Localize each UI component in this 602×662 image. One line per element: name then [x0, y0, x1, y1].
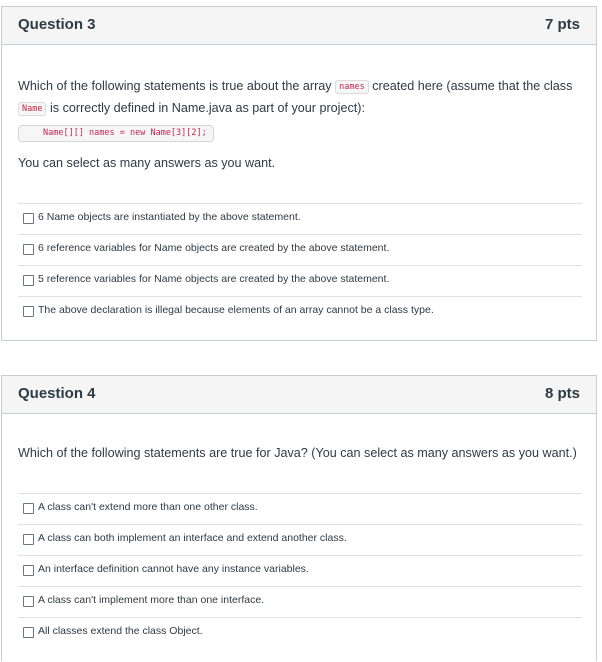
answer-option[interactable] [18, 493, 582, 524]
answer-checkbox[interactable] [23, 306, 34, 317]
answer-option[interactable] [18, 265, 582, 296]
answer-label[interactable]: A class can't implement more than one interface. [38, 594, 265, 606]
question-3-prompt [18, 76, 582, 120]
question-3-title: Question 3 [18, 16, 96, 33]
question-3-card [1, 6, 597, 341]
prompt-text: is correctly defined in Name.java as part of your project): [46, 101, 365, 115]
answer-checkbox[interactable] [23, 627, 34, 638]
question-3-answers [18, 203, 582, 327]
answer-label[interactable]: A class can't extend more than one other class. [38, 501, 258, 513]
answer-label[interactable]: All classes extend the class Object. [38, 625, 203, 637]
question-3-points: 7 pts [544, 16, 580, 33]
answer-label[interactable]: 5 reference variables for Name objects are created by the above statement. [38, 273, 390, 285]
prompt-text: created here (assume that the class [368, 79, 573, 93]
answer-label[interactable]: An interface definition cannot have any instance variables. [38, 563, 309, 575]
question-4-points: 8 pts [544, 385, 580, 402]
answer-checkbox[interactable] [23, 565, 34, 576]
answer-checkbox[interactable] [23, 244, 34, 255]
answer-checkbox[interactable] [23, 275, 34, 286]
prompt-text: Which of the following statements is true about the array [18, 79, 336, 93]
answer-option[interactable] [18, 296, 582, 327]
answer-checkbox[interactable] [23, 534, 34, 545]
question-3-instruction: You can select as many answers as you want. [18, 156, 276, 170]
question-4-answers [18, 493, 582, 648]
answer-option[interactable] [18, 617, 582, 648]
code-block: Name[][] names = new Name[3][2]; [18, 125, 214, 142]
question-3-header [2, 7, 596, 45]
answer-label[interactable]: A class can both implement an interface and extend another class. [38, 532, 347, 544]
answer-label[interactable]: 6 reference variables for Name objects are created by the above statement. [38, 242, 390, 254]
answer-option[interactable] [18, 234, 582, 265]
answer-option[interactable] [18, 586, 582, 617]
inline-code-names: names [335, 80, 369, 94]
question-4-prompt: Which of the following statements are true for Java? (You can select as many answers as you want.) [18, 446, 577, 460]
answer-option[interactable] [18, 203, 582, 234]
answer-option[interactable] [18, 555, 582, 586]
question-4-card [1, 375, 597, 661]
answer-option[interactable] [18, 524, 582, 555]
question-4-title: Question 4 [18, 385, 96, 402]
answer-checkbox[interactable] [23, 596, 34, 607]
answer-label[interactable]: The above declaration is illegal because elements of an array cannot be a class type. [38, 304, 434, 316]
answer-label[interactable]: 6 Name objects are instantiated by the above statement. [38, 211, 301, 223]
answer-checkbox[interactable] [23, 503, 34, 514]
answer-checkbox[interactable] [23, 213, 34, 224]
inline-code-name: Name [18, 102, 46, 116]
question-4-header [2, 376, 596, 414]
